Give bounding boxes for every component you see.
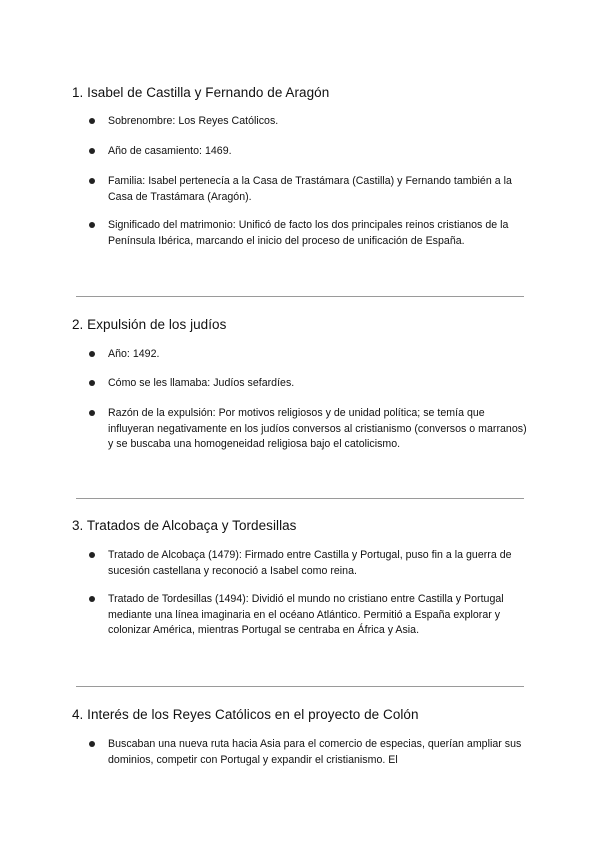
section-2-item-3: Razón de la expulsión: Por motivos religiosos y de unidad política; se temía que influyeran negativamente en los judíos conversos al cristianismo (conversos o marranos) y se buscaba una homogeneidad religiosa bajo el catolicismo. — [108, 407, 527, 451]
bullet-icon — [89, 741, 95, 747]
bullet-icon — [89, 222, 95, 228]
section-2-title: 2. Expulsión de los judíos — [72, 317, 227, 332]
bullet-icon — [89, 380, 95, 386]
section-divider — [76, 498, 524, 499]
bullet-icon — [89, 178, 95, 184]
section-2-item-2: Cómo se les llamaba: Judíos sefardíes. — [108, 377, 295, 389]
section-3-title: 3. Tratados de Alcobaça y Tordesillas — [72, 518, 297, 533]
section-3-item-1: Tratado de Alcobaça (1479): Firmado entre Castilla y Portugal, puso fin a la guerra de sucesión castellana y reconoció a Isabel como reina. — [108, 549, 512, 577]
section-divider — [76, 686, 524, 687]
section-4-title: 4. Interés de los Reyes Católicos en el proyecto de Colón — [72, 707, 419, 722]
section-1-title: 1. Isabel de Castilla y Fernando de Aragón — [72, 85, 330, 100]
bullet-icon — [89, 148, 95, 154]
section-4-item-1: Buscaban una nueva ruta hacia Asia para el comercio de especias, querían ampliar sus dominios, competir con Portugal y expandir el cristianismo. El — [108, 738, 522, 766]
bullet-icon — [89, 351, 95, 357]
bullet-icon — [89, 118, 95, 124]
section-1-item-3: Familia: Isabel pertenecía a la Casa de Trastámara (Castilla) y Fernando también a la Casa de Trastámara (Aragón). — [108, 175, 512, 203]
section-3-item-2: Tratado de Tordesillas (1494): Dividió el mundo no cristiano entre Castilla y Portugal mediante una línea imaginaria en el océano Atlántico. Permitió a España explorar y colonizar América, mientras Portugal se centraba en África y Asia. — [108, 593, 504, 637]
bullet-icon — [89, 552, 95, 558]
section-1-item-2: Año de casamiento: 1469. — [108, 145, 232, 157]
bullet-icon — [89, 410, 95, 416]
bullet-icon — [89, 596, 95, 602]
section-1-item-1: Sobrenombre: Los Reyes Católicos. — [108, 115, 279, 127]
section-divider — [76, 296, 524, 297]
section-1-item-4: Significado del matrimonio: Unificó de facto los dos principales reinos cristianos de la Península Ibérica, marcando el inicio del proceso de unificación de España. — [108, 219, 509, 247]
section-2-item-1: Año: 1492. — [108, 348, 160, 360]
